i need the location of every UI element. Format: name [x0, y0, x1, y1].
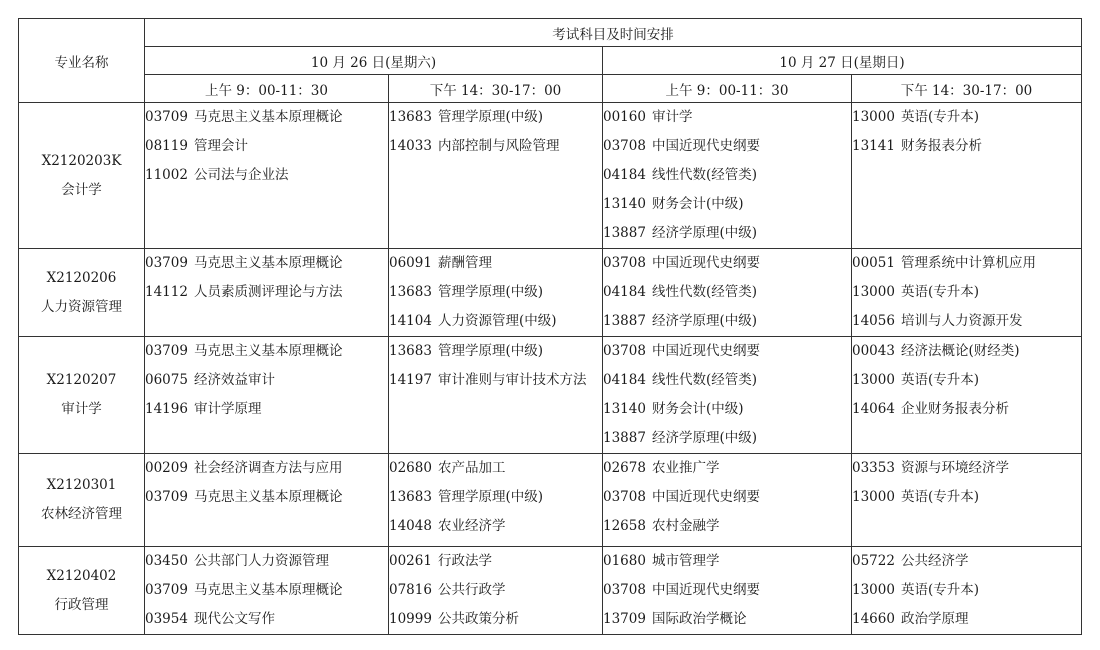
subject-name: 审计学: [651, 109, 693, 125]
subject-code: 04184: [603, 372, 646, 388]
subject-entry: [145, 605, 388, 634]
day2-am-subjects-cell: [603, 547, 852, 635]
subject-entry: [145, 161, 388, 190]
table-row: [19, 454, 1082, 547]
major-code: X2120203K: [41, 152, 122, 169]
day1-am-subjects-cell: [145, 337, 389, 454]
subject-code: 13140: [603, 401, 646, 417]
subject-entry: [852, 278, 1081, 307]
subject-entry: [603, 161, 851, 190]
subject-code: 13887: [603, 430, 646, 446]
day1-pm-subjects-cell: [389, 547, 603, 635]
subject-name: 人员素质测评理论与方法: [193, 284, 343, 300]
subject-entry: [852, 454, 1081, 483]
major-name: 审计学: [61, 401, 102, 417]
table-row: [19, 547, 1082, 635]
subject-code: 06075: [145, 372, 188, 388]
subject-name: 培训与人力资源开发: [900, 313, 1023, 329]
subject-code: 13887: [603, 225, 646, 241]
day1-pm-subjects-cell: [389, 103, 603, 249]
major-cell: [19, 337, 145, 454]
subject-name: 薪酬管理: [437, 255, 492, 271]
subject-name: 国际政治学概论: [651, 611, 747, 627]
subject-name: 马克思主义基本原理概论: [193, 255, 343, 271]
subject-code: 14048: [389, 518, 432, 534]
subject-name: 农村金融学: [651, 518, 720, 534]
subject-entry: [389, 337, 602, 366]
day2-header: 10 月 27 日(星期日): [603, 47, 1082, 75]
subject-code: 05722: [852, 553, 895, 569]
subject-name: 管理会计: [193, 138, 248, 154]
subject-code: 13683: [389, 489, 432, 505]
subject-code: 04184: [603, 284, 646, 300]
subject-code: 11002: [145, 167, 188, 183]
subject-code: 06091: [389, 255, 432, 271]
major-cell: [19, 249, 145, 337]
subject-code: 13683: [389, 343, 432, 359]
major-code: X2120301: [46, 477, 117, 493]
subject-name: 财务报表分析: [900, 138, 982, 154]
subject-code: 12658: [603, 518, 646, 534]
subject-entry: [603, 249, 851, 278]
subject-entry: [603, 424, 851, 453]
day1-am-subjects-cell: [145, 454, 389, 547]
major-code: X2120206: [46, 269, 117, 286]
subject-entry: [389, 547, 602, 576]
subject-name: 中国近现代史纲要: [651, 489, 760, 505]
subject-name: 马克思主义基本原理概论: [193, 343, 343, 359]
subject-name: 中国近现代史纲要: [651, 255, 760, 271]
subject-entry: [603, 454, 851, 483]
subject-name: 公共行政学: [437, 582, 506, 598]
table-row: [19, 103, 1082, 249]
subject-name: 线性代数(经管类): [651, 284, 757, 300]
day1-am-subjects-cell: [145, 249, 389, 337]
subject-code: 03708: [603, 138, 646, 154]
subject-name: 管理学原理(中级): [437, 109, 543, 125]
subject-name: 审计学原理: [193, 401, 262, 417]
subject-code: 14112: [145, 284, 188, 300]
subject-name: 公共政策分析: [437, 611, 519, 627]
subject-code: 03708: [603, 255, 646, 271]
subject-code: 13683: [389, 284, 432, 300]
subject-code: 03708: [603, 489, 646, 505]
subject-code: 03353: [852, 460, 895, 476]
day1-am-subjects-cell: [145, 547, 389, 635]
subject-name: 经济学原理(中级): [651, 225, 757, 241]
subject-entry: [852, 395, 1081, 424]
subject-entry: [603, 576, 851, 605]
subject-entry: [389, 278, 602, 307]
subject-name: 农业推广学: [651, 460, 720, 476]
subject-name: 现代公文写作: [193, 611, 275, 627]
subject-code: 14197: [389, 372, 432, 388]
subject-code: 10999: [389, 611, 432, 627]
subject-name: 英语(专升本): [900, 489, 979, 505]
day1-am-subjects-cell: [145, 103, 389, 249]
subject-name: 管理学原理(中级): [437, 284, 543, 300]
subject-name: 管理学原理(中级): [437, 343, 543, 359]
day2-am-subjects-cell: [603, 454, 852, 547]
subject-entry: [852, 366, 1081, 395]
subject-entry: [852, 483, 1081, 512]
subject-code: 03709: [145, 255, 188, 271]
major-code: X2120207: [46, 372, 117, 388]
subject-name: 线性代数(经管类): [651, 167, 757, 183]
day2-pm-header: 下午 14：30-17：00: [852, 75, 1082, 103]
subject-name: 内部控制与风险管理: [437, 138, 560, 154]
day2-pm-subjects-cell: [852, 454, 1082, 547]
subject-code: 03709: [145, 489, 188, 505]
subject-entry: [389, 132, 602, 161]
subject-code: 13000: [852, 372, 895, 388]
subject-entry: [852, 103, 1081, 132]
day2-pm-subjects-cell: [852, 249, 1082, 337]
subject-entry: [389, 483, 602, 512]
subject-entry: [145, 483, 388, 512]
subject-code: 00160: [603, 109, 646, 125]
subject-entry: [145, 132, 388, 161]
subject-code: 13000: [852, 489, 895, 505]
subject-entry: [603, 103, 851, 132]
subject-code: 02680: [389, 460, 432, 476]
subject-code: 13000: [852, 109, 895, 125]
subject-code: 14196: [145, 401, 188, 417]
subject-entry: [145, 278, 388, 307]
subject-name: 管理系统中计算机应用: [900, 255, 1036, 271]
subject-name: 马克思主义基本原理概论: [193, 582, 343, 598]
table-row: [19, 249, 1082, 337]
subject-entry: [145, 337, 388, 366]
major-cell: [19, 547, 145, 635]
exam-schedule-table: [18, 18, 1082, 635]
subject-name: 线性代数(经管类): [651, 372, 757, 388]
subject-code: 03709: [145, 109, 188, 125]
major-name: 人力资源管理: [41, 298, 122, 315]
subject-code: 00209: [145, 460, 188, 476]
subject-name: 财务会计(中级): [651, 196, 744, 212]
subject-code: 03954: [145, 611, 188, 627]
subject-entry: [603, 219, 851, 248]
day2-pm-subjects-cell: [852, 337, 1082, 454]
subject-name: 管理学原理(中级): [437, 489, 543, 505]
major-cell: [19, 103, 145, 249]
subject-entry: [852, 249, 1081, 278]
day1-pm-subjects-cell: [389, 454, 603, 547]
day1-pm-subjects-cell: [389, 249, 603, 337]
subject-entry: [852, 547, 1081, 576]
subject-entry: [852, 307, 1081, 336]
subject-name: 中国近现代史纲要: [651, 582, 760, 598]
day2-pm-subjects-cell: [852, 103, 1082, 249]
subject-entry: [389, 454, 602, 483]
subject-entry: [603, 605, 851, 634]
subject-name: 经济效益审计: [193, 372, 275, 388]
subject-name: 行政法学: [437, 553, 492, 569]
subject-entry: [145, 395, 388, 424]
subject-entry: [145, 576, 388, 605]
subject-code: 13140: [603, 196, 646, 212]
subject-entry: [145, 454, 388, 483]
subject-code: 00051: [852, 255, 895, 271]
subject-code: 03709: [145, 343, 188, 359]
subject-code: 04184: [603, 167, 646, 183]
major-cell: [19, 454, 145, 547]
subject-code: 14056: [852, 313, 895, 329]
subject-name: 农业经济学: [437, 518, 506, 534]
subject-name: 中国近现代史纲要: [651, 138, 760, 154]
subject-entry: [603, 366, 851, 395]
subject-entry: [603, 547, 851, 576]
subject-name: 马克思主义基本原理概论: [193, 489, 343, 505]
subject-entry: [603, 395, 851, 424]
subject-code: 03708: [603, 582, 646, 598]
subject-entry: [603, 307, 851, 336]
subject-code: 00043: [852, 343, 895, 359]
subject-name: 中国近现代史纲要: [651, 343, 760, 359]
day2-pm-subjects-cell: [852, 547, 1082, 635]
subject-entry: [603, 483, 851, 512]
table-row: [19, 337, 1082, 454]
subject-entry: [852, 337, 1081, 366]
subject-name: 审计准则与审计技术方法: [437, 372, 587, 388]
subject-code: 13887: [603, 313, 646, 329]
subject-entry: [389, 103, 602, 132]
subject-code: 07816: [389, 582, 432, 598]
subject-code: 14660: [852, 611, 895, 627]
subject-entry: [145, 547, 388, 576]
major-name: 会计学: [61, 181, 102, 198]
subject-name: 公共部门人力资源管理: [193, 553, 329, 569]
subject-entry: [145, 249, 388, 278]
subject-name: 经济学原理(中级): [651, 430, 757, 446]
subject-name: 英语(专升本): [900, 372, 979, 388]
day1-header: 10 月 26 日(星期六): [145, 47, 603, 75]
subject-entry: [389, 512, 602, 541]
subject-entry: [852, 605, 1081, 634]
subject-name: 经济法概论(财经类): [900, 343, 1020, 359]
subject-code: 13000: [852, 582, 895, 598]
major-code: X2120402: [46, 567, 117, 584]
subject-code: 03450: [145, 553, 188, 569]
day2-am-header: 上午 9：00-11：30: [603, 75, 852, 103]
subject-entry: [389, 249, 602, 278]
subject-entry: [389, 307, 602, 336]
subject-name: 马克思主义基本原理概论: [193, 109, 343, 125]
subject-name: 农产品加工: [437, 460, 506, 476]
subject-code: 13709: [603, 611, 646, 627]
day2-am-subjects-cell: [603, 103, 852, 249]
subject-name: 经济学原理(中级): [651, 313, 757, 329]
schedule-title: 考试科目及时间安排: [145, 19, 1082, 47]
subject-code: 14104: [389, 313, 432, 329]
subject-entry: [603, 190, 851, 219]
day1-pm-header: 下午 14：30-17：00: [389, 75, 603, 103]
subject-name: 英语(专升本): [900, 582, 979, 598]
subject-code: 01680: [603, 553, 646, 569]
subject-entry: [852, 132, 1081, 161]
subject-entry: [603, 337, 851, 366]
subject-name: 公司法与企业法: [193, 167, 289, 183]
day1-pm-subjects-cell: [389, 337, 603, 454]
day2-am-subjects-cell: [603, 249, 852, 337]
subject-code: 03709: [145, 582, 188, 598]
major-column-header: 专业名称: [19, 19, 145, 103]
subject-code: 00261: [389, 553, 432, 569]
subject-name: 社会经济调查方法与应用: [193, 460, 343, 476]
major-name: 行政管理: [54, 596, 109, 613]
subject-entry: [145, 103, 388, 132]
major-name: 农林经济管理: [41, 506, 122, 522]
subject-name: 英语(专升本): [900, 284, 979, 300]
subject-entry: [145, 366, 388, 395]
subject-name: 人力资源管理(中级): [437, 313, 557, 329]
subject-code: 13000: [852, 284, 895, 300]
subject-entry: [603, 132, 851, 161]
subject-entry: [389, 576, 602, 605]
subject-name: 政治学原理: [900, 611, 969, 627]
subject-code: 13683: [389, 109, 432, 125]
subject-code: 08119: [145, 138, 188, 154]
subject-name: 英语(专升本): [900, 109, 979, 125]
subject-code: 14033: [389, 138, 432, 154]
subject-name: 资源与环境经济学: [900, 460, 1009, 476]
subject-name: 城市管理学: [651, 553, 720, 569]
subject-name: 企业财务报表分析: [900, 401, 1009, 417]
subject-entry: [389, 366, 602, 395]
subject-code: 02678: [603, 460, 646, 476]
day1-am-header: 上午 9：00-11：30: [145, 75, 389, 103]
subject-entry: [603, 512, 851, 541]
day2-am-subjects-cell: [603, 337, 852, 454]
subject-entry: [603, 278, 851, 307]
subject-code: 03708: [603, 343, 646, 359]
subject-entry: [389, 605, 602, 634]
subject-code: 13141: [852, 138, 895, 154]
subject-name: 公共经济学: [900, 553, 969, 569]
subject-name: 财务会计(中级): [651, 401, 744, 417]
subject-code: 14064: [852, 401, 895, 417]
subject-entry: [852, 576, 1081, 605]
